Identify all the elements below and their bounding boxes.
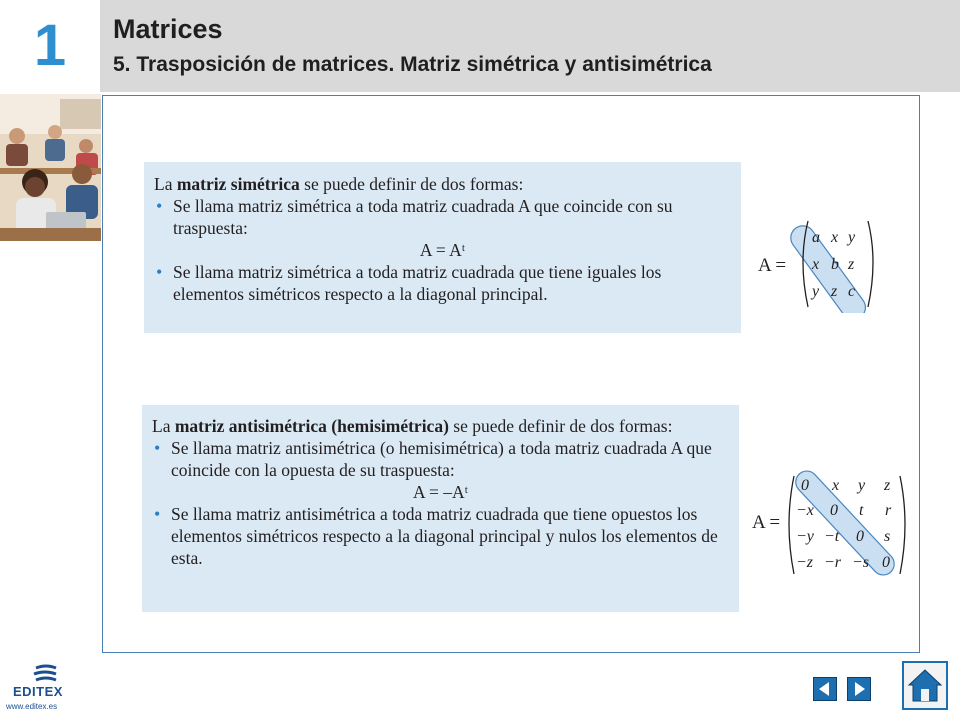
home-icon	[904, 663, 946, 708]
page-title: Matrices	[113, 14, 223, 44]
page-subtitle: 5. Trasposición de matrices. Matriz simétrica y antisimétrica	[113, 53, 712, 76]
matrix-cell: −x	[796, 502, 814, 519]
prev-arrow-icon	[814, 678, 836, 700]
matrix-cell: c	[848, 283, 856, 300]
symmetric-bullet-1: • Se llama matriz simétrica a toda matriz cuadrada A que coincide con su traspuesta:	[154, 195, 731, 239]
matrix-cell: x	[831, 229, 839, 246]
matrix-cell: y	[812, 283, 820, 300]
matrix-cell: s	[884, 528, 891, 545]
matrix-cell: −z	[796, 554, 814, 571]
matrix-cell: z	[848, 256, 855, 273]
antisymmetric-definition-box	[142, 405, 739, 612]
matrix-cell: x	[832, 477, 840, 494]
next-arrow-icon	[848, 678, 870, 700]
matrix-cell: r	[885, 502, 892, 519]
antisymmetric-equation: A = –Aᵗ	[412, 482, 469, 502]
symmetric-matrix-label: A =	[758, 255, 787, 276]
symmetric-equation: A = Aᵗ	[419, 240, 466, 260]
editex-brand: EDITEX	[13, 684, 63, 699]
symmetric-intro: La matriz simétrica se puede definir de dos formas:	[154, 174, 524, 194]
matrix-cell: a	[812, 229, 820, 246]
students-photo	[0, 94, 101, 241]
next-button[interactable]	[847, 677, 871, 701]
matrix-cell: z	[884, 477, 891, 494]
antisymmetric-term: matriz antisimétrica (hemisimétrica)	[174, 416, 449, 436]
matrix-cell: y	[848, 229, 856, 246]
antisymmetric-intro: La matriz antisimétrica (hemisimétrica) se puede definir de dos formas:	[152, 416, 673, 436]
antisymmetric-bullet-1: • Se llama matriz antisimétrica (o hemisimétrica) a toda matriz cuadrada A que coincide con la opuesta de su traspuesta:	[152, 437, 729, 481]
editex-url[interactable]: www.editex.es	[6, 702, 58, 711]
symmetric-matrix	[754, 215, 884, 313]
matrix-cell: −r	[824, 554, 842, 571]
matrix-cell: 0	[801, 477, 809, 494]
matrix-cell: 0	[856, 528, 864, 545]
symmetric-bullet-2: • Se llama matriz simétrica a toda matriz cuadrada que tiene iguales los elementos simétricos respecto a la diagonal principal.	[154, 261, 731, 305]
prev-button[interactable]	[813, 677, 837, 701]
matrix-cell: t	[859, 502, 864, 519]
matrix-cell: 0	[882, 554, 890, 571]
symmetric-matrix-cells	[810, 229, 856, 300]
antisymmetric-matrix-label: A =	[752, 512, 781, 533]
matrix-cell: b	[831, 256, 839, 273]
symmetric-definition-box	[144, 162, 741, 333]
symmetric-term: matriz simétrica	[176, 174, 300, 194]
matrix-cell: z	[831, 283, 838, 300]
matrix-cell: −y	[796, 528, 814, 545]
antisymmetric-bullet-2: • Se llama matriz antisimétrica a toda matriz cuadrada que tiene opuestos los elementos simétricos respecto a la diagonal principal y nulos los elementos de esta.	[152, 503, 729, 569]
home-button[interactable]	[902, 661, 948, 710]
matrix-cell: −s	[852, 554, 870, 571]
matrix-cell: x	[812, 256, 820, 273]
chapter-number: 1	[33, 13, 67, 78]
antisymmetric-matrix	[748, 470, 912, 580]
matrix-cell: 0	[830, 502, 838, 519]
chapter-box	[0, 0, 100, 94]
matrix-cell: y	[858, 477, 866, 494]
matrix-cell: −t	[824, 528, 840, 545]
